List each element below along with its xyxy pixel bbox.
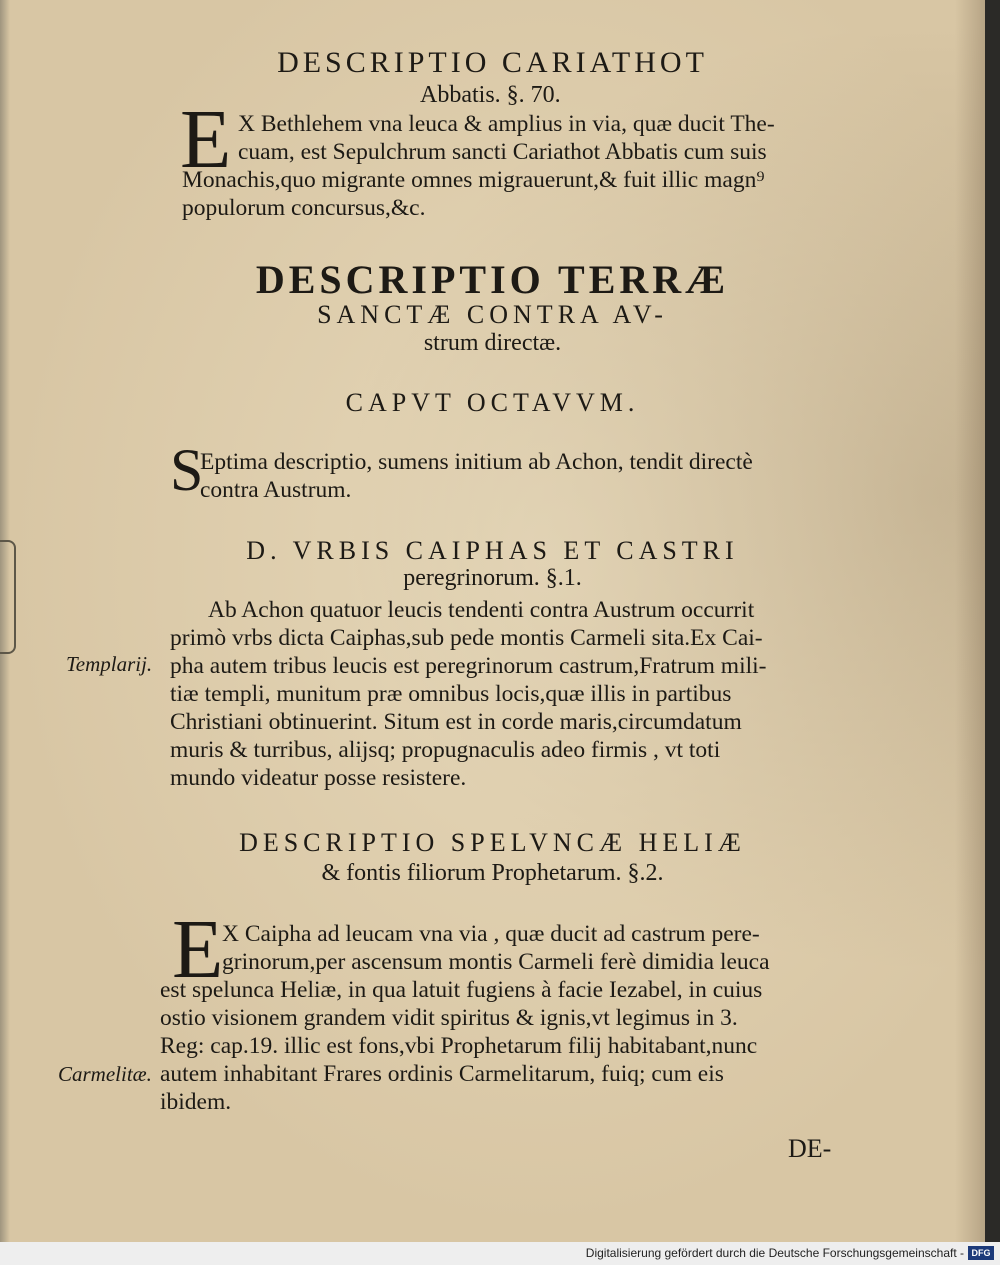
- section4-line: est spelunca Heliæ, in qua latuit fugiens à facie Iezabel, in cuius: [160, 977, 763, 1003]
- section4-subtitle: & fontis filiorum Prophetarum. §.2.: [321, 860, 664, 886]
- section3-line: Christiani obtinuerint. Situm est in corde maris,circumdatum: [170, 709, 742, 735]
- chapter-heading: CAPVT OCTAVVM.: [345, 388, 640, 417]
- section3-title: D. VRBIS CAIPHAS ET CASTRI: [246, 536, 739, 565]
- chapter-line: contra Austrum.: [200, 477, 352, 503]
- section2-line3: strum directæ.: [423, 330, 562, 356]
- section3-subtitle: peregrinorum. §.1.: [403, 565, 582, 591]
- chapter-drop-cap: S: [170, 437, 204, 503]
- section1-line: X Bethlehem vna leuca & amplius in via, quæ ducit The-: [238, 111, 775, 137]
- section2-line2: SANCTÆ CONTRA AV-: [317, 300, 668, 329]
- dfg-logo-icon: DFG: [968, 1246, 994, 1260]
- chapter-line: Eptima descriptio, sumens initium ab Achon, tendit directè: [200, 449, 753, 475]
- section4-line: grinorum,per ascensum montis Carmeli ferè dimidia leuca: [222, 949, 770, 975]
- section4-line: X Caipha ad leucam vna via , quæ ducit ad castrum pere-: [222, 921, 760, 947]
- section4-line: Reg: cap.19. illic est fons,vbi Prophetarum filij habitabant,nunc: [160, 1033, 758, 1059]
- section3-line: pha autem tribus leucis est peregrinorum castrum,Fratrum mili-: [170, 653, 767, 679]
- section4-title: DESCRIPTIO SPELVNCÆ HELIÆ: [239, 828, 746, 857]
- section3-line: mundo videatur posse resistere.: [170, 765, 467, 791]
- section4-drop-cap: E: [172, 903, 224, 996]
- section1-subtitle: Abbatis. §. 70.: [420, 82, 561, 108]
- section3-line: primò vrbs dicta Caiphas,sub pede montis Carmeli sita.Ex Cai-: [170, 625, 763, 651]
- section1-line: populorum concursus,&c.: [182, 195, 426, 221]
- section1-line: cuam, est Sepulchrum sancti Cariathot Abbatis cum suis: [238, 139, 767, 165]
- page-edge-shading: [955, 0, 985, 1242]
- section1-drop-cap: E: [180, 93, 232, 186]
- section3-line: tiæ templi, munitum præ omnibus locis,quæ illis in partibus: [170, 681, 732, 707]
- section1-line: Monachis,quo migrante omnes migrauerunt,& fuit illic magn⁹: [182, 167, 765, 193]
- margin-note-carmelitae: Carmelitæ.: [58, 1062, 152, 1086]
- section4-line: ostio visionem grandem vidit spiritus & ignis,vt legimus in 3.: [160, 1005, 738, 1031]
- digitization-footer: [0, 1242, 1000, 1265]
- margin-note-templarij: Templarij.: [66, 652, 153, 676]
- section1-title: DESCRIPTIO CARIATHOT: [277, 46, 708, 79]
- section4-line: autem inhabitant Frares ordinis Carmelitarum, fuiq; cum eis: [160, 1061, 724, 1087]
- footer-credit-text: Digitalisierung gefördert durch die Deutsche Forschungsgemeinschaft -: [585, 1246, 964, 1260]
- section4-line: ibidem.: [160, 1089, 232, 1115]
- catchword: DE-: [788, 1134, 832, 1163]
- section3-line: muris & turribus, alijsq; propugnaculis adeo firmis , vt toti: [170, 737, 721, 763]
- section2-title: DESCRIPTIO TERRÆ: [255, 257, 730, 302]
- section3-line: Ab Achon quatuor leucis tendenti contra Austrum occurrit: [208, 597, 755, 623]
